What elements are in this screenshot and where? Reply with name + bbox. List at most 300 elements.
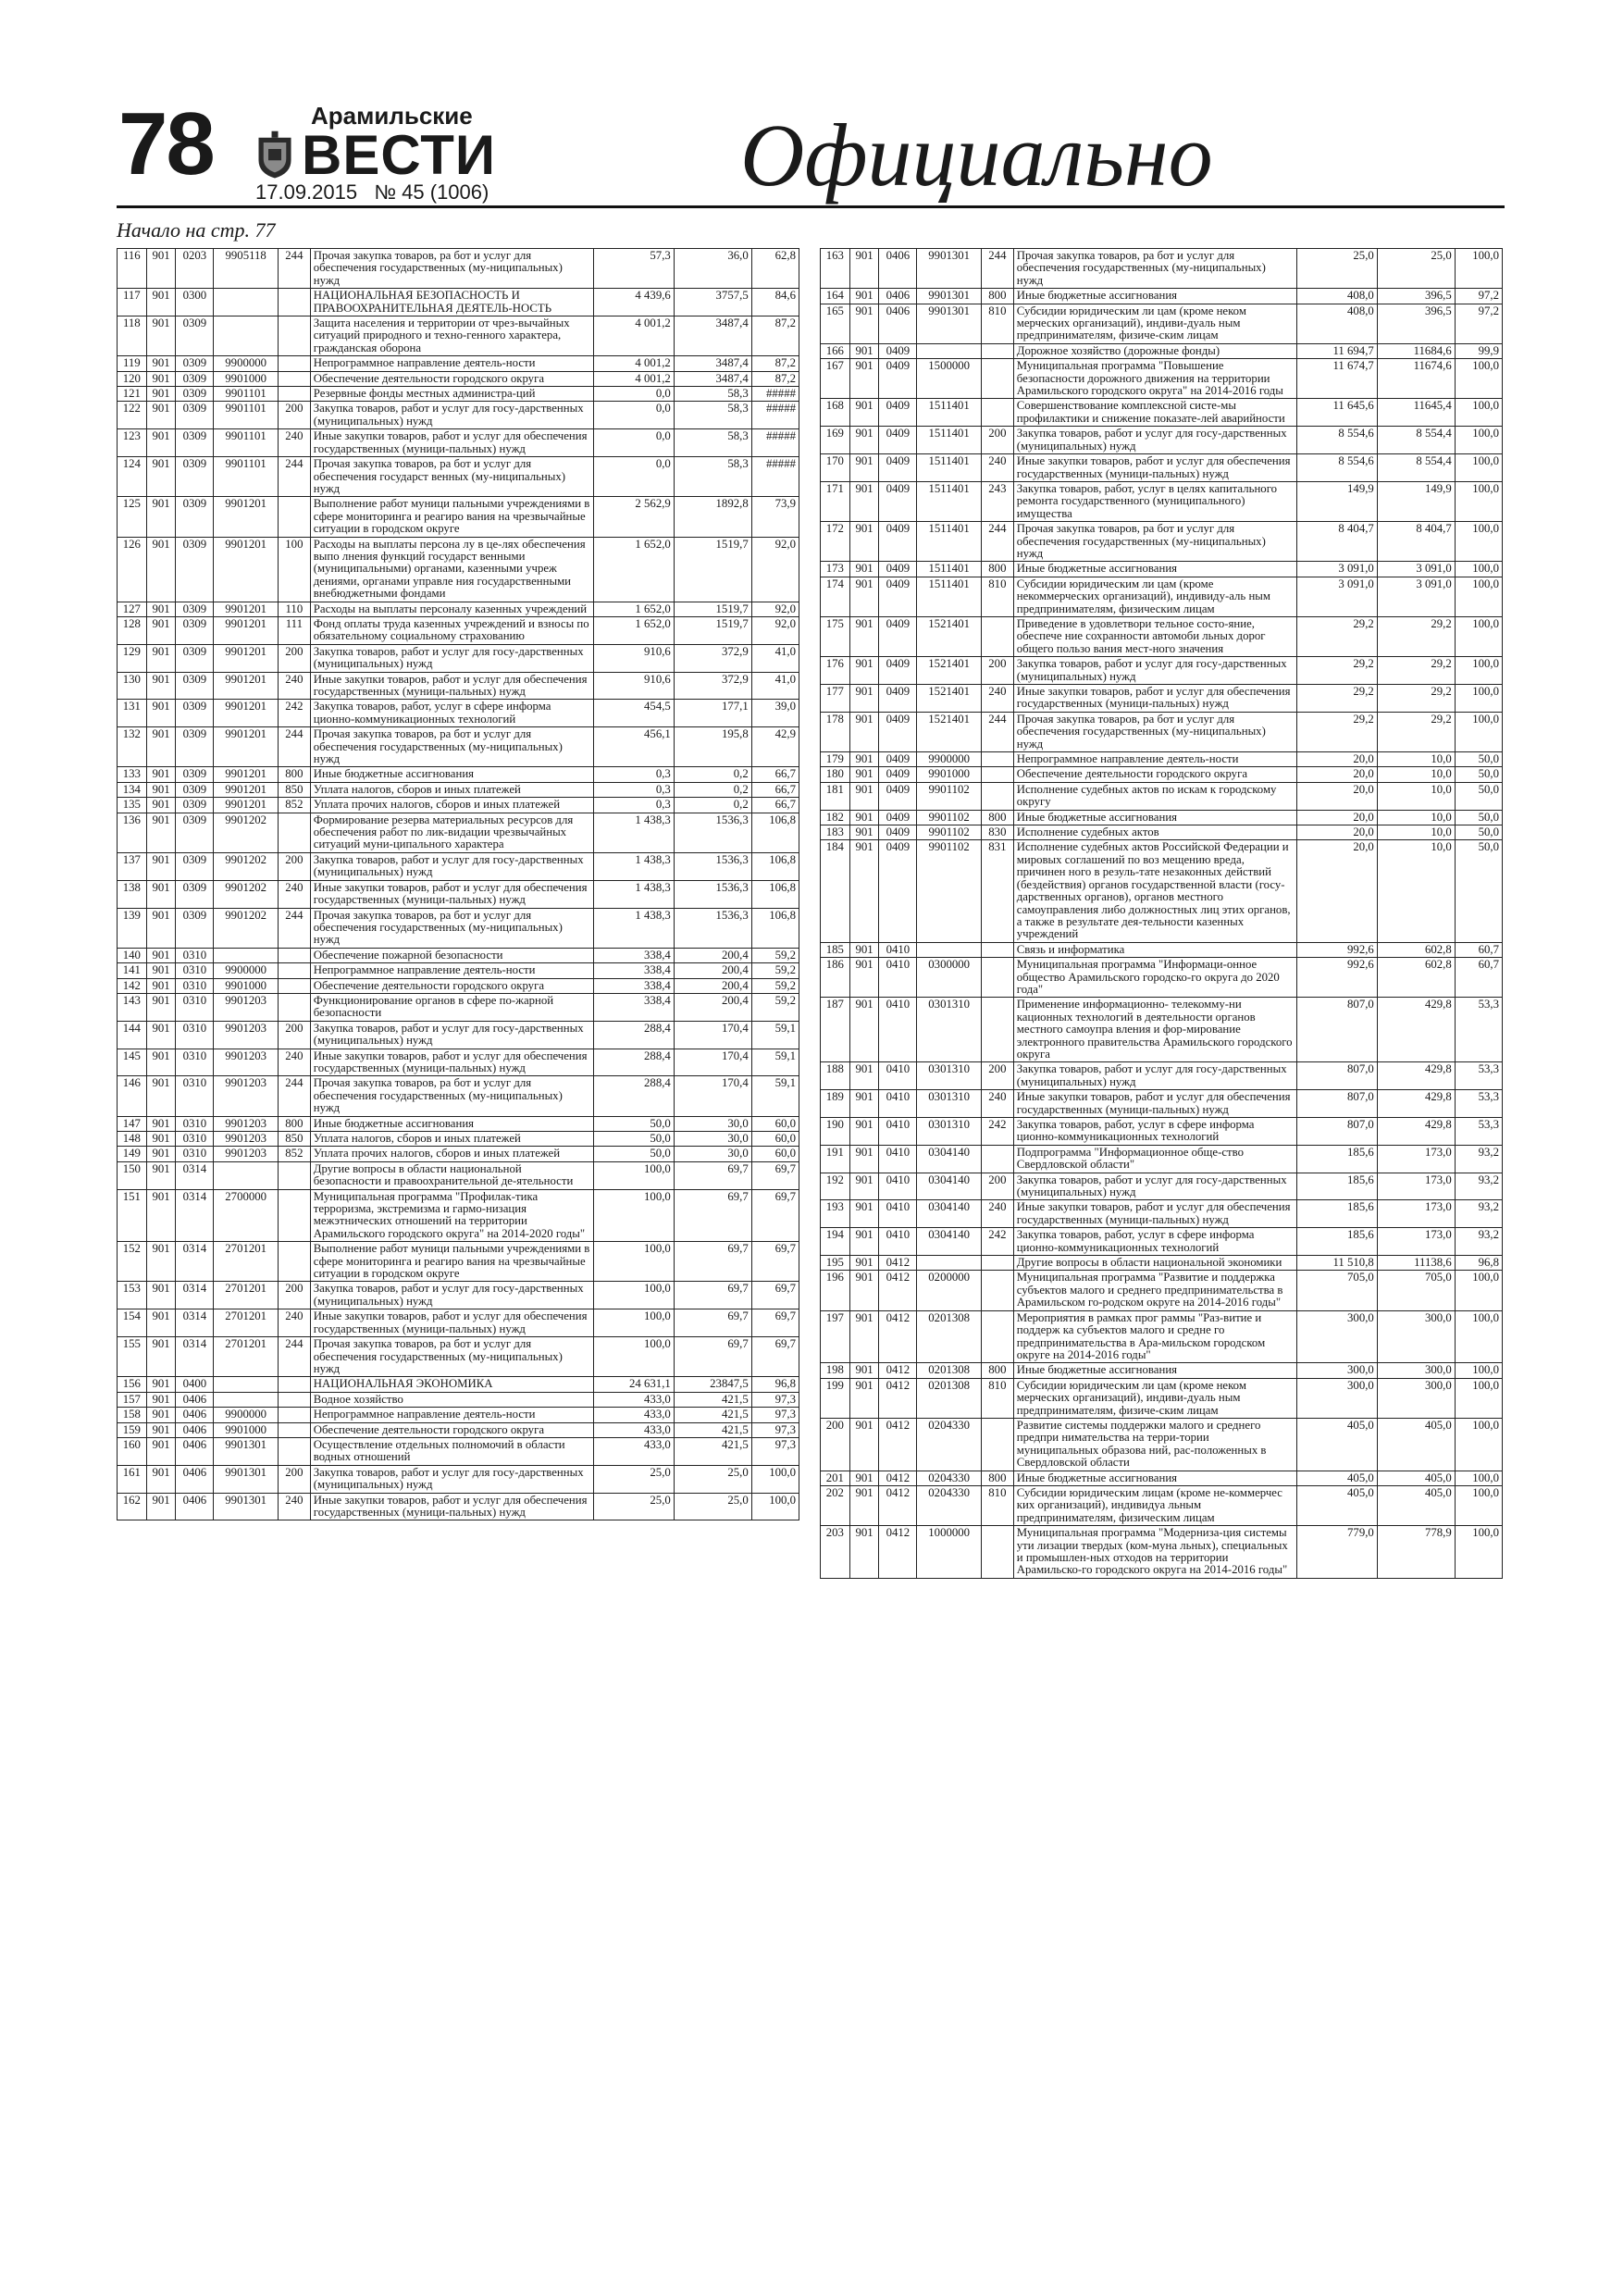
table-row xyxy=(821,1256,1503,1271)
section-code: 0409 xyxy=(879,577,917,616)
execution-percent: 69,7 xyxy=(751,1189,799,1242)
table-row xyxy=(821,752,1503,767)
department-code: 901 xyxy=(146,1242,176,1282)
row-number: 145 xyxy=(118,1049,147,1076)
actual-amount: 11674,6 xyxy=(1377,359,1455,399)
planned-amount: 20,0 xyxy=(1296,840,1377,942)
execution-percent: 93,2 xyxy=(1455,1173,1502,1200)
target-code: 0201308 xyxy=(917,1363,982,1378)
department-code: 901 xyxy=(849,343,879,358)
row-number: 160 xyxy=(118,1437,147,1465)
expense-type-code: 240 xyxy=(278,1309,310,1337)
table-row xyxy=(118,1309,799,1337)
execution-percent: 59,1 xyxy=(751,1021,799,1049)
expense-type-code xyxy=(981,616,1013,656)
row-number: 191 xyxy=(821,1145,850,1173)
execution-percent: 60,0 xyxy=(751,1147,799,1161)
actual-amount: 0,2 xyxy=(674,767,751,782)
target-code: 9901301 xyxy=(214,1465,279,1493)
execution-percent: 87,2 xyxy=(751,356,799,371)
execution-percent: 69,7 xyxy=(751,1282,799,1309)
table-row xyxy=(118,1377,799,1392)
planned-amount: 405,0 xyxy=(1296,1418,1377,1471)
actual-amount: 429,8 xyxy=(1377,998,1455,1062)
table-row xyxy=(821,289,1503,304)
description: Прочая закупка товаров, ра бот и услуг для обеспечения государственных (му-ниципальных) нужд xyxy=(310,908,593,948)
target-code: 9900000 xyxy=(917,752,982,767)
target-code xyxy=(917,343,982,358)
section-code: 0310 xyxy=(176,1116,214,1131)
expense-type-code: 240 xyxy=(278,672,310,700)
target-code: 0301310 xyxy=(917,1090,982,1118)
execution-percent: 60,7 xyxy=(1455,958,1502,998)
actual-amount: 69,7 xyxy=(674,1282,751,1309)
section-code: 0309 xyxy=(176,880,214,908)
description: Уплата налогов, сборов и иных платежей xyxy=(310,1132,593,1147)
expense-type-code xyxy=(981,359,1013,399)
department-code: 901 xyxy=(146,289,176,316)
actual-amount: 372,9 xyxy=(674,672,751,700)
actual-amount: 69,7 xyxy=(674,1189,751,1242)
execution-percent: 66,7 xyxy=(751,767,799,782)
row-number: 195 xyxy=(821,1256,850,1271)
table-row xyxy=(821,825,1503,840)
department-code: 901 xyxy=(849,1145,879,1173)
execution-percent: 59,2 xyxy=(751,993,799,1021)
target-code: 9901203 xyxy=(214,1116,279,1131)
actual-amount: 170,4 xyxy=(674,1021,751,1049)
expense-type-code: 850 xyxy=(278,1132,310,1147)
department-code: 901 xyxy=(849,942,879,957)
execution-percent: 50,0 xyxy=(1455,782,1502,810)
department-code: 901 xyxy=(146,813,176,852)
row-number: 122 xyxy=(118,402,147,429)
planned-amount: 4 001,2 xyxy=(593,356,674,371)
target-code: 0301310 xyxy=(917,998,982,1062)
actual-amount: 29,2 xyxy=(1377,616,1455,656)
table-row xyxy=(118,289,799,316)
table-row xyxy=(821,1363,1503,1378)
department-code: 901 xyxy=(146,497,176,537)
execution-percent: 106,8 xyxy=(751,880,799,908)
planned-amount: 300,0 xyxy=(1296,1378,1377,1418)
execution-percent: ##### xyxy=(751,429,799,457)
planned-amount: 779,0 xyxy=(1296,1526,1377,1579)
table-row xyxy=(821,1271,1503,1310)
department-code: 901 xyxy=(146,1189,176,1242)
section-code: 0314 xyxy=(176,1189,214,1242)
expense-type-code: 242 xyxy=(981,1228,1013,1256)
expense-type-code: 800 xyxy=(981,1471,1013,1485)
execution-percent: 106,8 xyxy=(751,908,799,948)
department-code: 901 xyxy=(849,712,879,751)
row-number: 165 xyxy=(821,304,850,343)
department-code: 901 xyxy=(849,577,879,616)
department-code: 901 xyxy=(146,993,176,1021)
right-column xyxy=(820,248,1503,1579)
row-number: 123 xyxy=(118,429,147,457)
execution-percent: 60,0 xyxy=(751,1132,799,1147)
section-code: 0406 xyxy=(879,249,917,289)
description: Закупка товаров, работ и услуг для госу-дарственных (муниципальных) нужд xyxy=(1013,427,1296,454)
target-code xyxy=(214,289,279,316)
planned-amount: 405,0 xyxy=(1296,1471,1377,1485)
department-code: 901 xyxy=(849,1485,879,1525)
actual-amount: 149,9 xyxy=(1377,481,1455,521)
description: Мероприятия в рамках прог раммы "Раз-витие и поддерж ка субъектов малого и средне го предпринимательства в Ара-мильском городском округе на 2014-2016 годы" xyxy=(1013,1310,1296,1363)
table-row xyxy=(118,1422,799,1437)
expense-type-code: 831 xyxy=(981,840,1013,942)
section-code: 0310 xyxy=(176,1076,214,1116)
table-row xyxy=(821,1310,1503,1363)
target-code: 2701201 xyxy=(214,1337,279,1377)
planned-amount: 288,4 xyxy=(593,1021,674,1049)
planned-amount: 8 554,6 xyxy=(1296,454,1377,482)
row-number: 199 xyxy=(821,1378,850,1418)
department-code: 901 xyxy=(146,1377,176,1392)
section-code: 0310 xyxy=(176,1132,214,1147)
row-number: 133 xyxy=(118,767,147,782)
description: Иные закупки товаров, работ и услуг для обеспечения государственных (муници-пальных) нужд xyxy=(310,880,593,908)
execution-percent: 53,3 xyxy=(1455,1062,1502,1090)
planned-amount: 20,0 xyxy=(1296,752,1377,767)
expense-type-code xyxy=(278,497,310,537)
execution-percent: 87,2 xyxy=(751,316,799,356)
expense-type-code: 200 xyxy=(278,644,310,672)
actual-amount: 200,4 xyxy=(674,963,751,978)
department-code: 901 xyxy=(849,249,879,289)
execution-percent: 50,0 xyxy=(1455,767,1502,782)
row-number: 127 xyxy=(118,602,147,616)
actual-amount: 8 554,4 xyxy=(1377,427,1455,454)
row-number: 117 xyxy=(118,289,147,316)
expense-type-code xyxy=(278,1422,310,1437)
description: Иные закупки товаров, работ и услуг для обеспечения государственных (муници-пальных) нужд xyxy=(1013,1200,1296,1228)
execution-percent: 100,0 xyxy=(1455,399,1502,427)
execution-percent: 100,0 xyxy=(1455,577,1502,616)
description: Субсидии юридическим ли цам (кроме некоммерческих организаций), индивиду-аль ным предпринимателям, физическим лицам xyxy=(1013,577,1296,616)
row-number: 155 xyxy=(118,1337,147,1377)
row-number: 132 xyxy=(118,727,147,767)
section-code: 0309 xyxy=(176,767,214,782)
description: Дорожное хозяйство (дорожные фонды) xyxy=(1013,343,1296,358)
table-row xyxy=(118,1465,799,1493)
section-code: 0410 xyxy=(879,942,917,957)
target-code: 9901000 xyxy=(214,978,279,993)
table-row xyxy=(821,1118,1503,1146)
section-code: 0309 xyxy=(176,813,214,852)
expense-type-code: 200 xyxy=(278,1021,310,1049)
description: Формирование резерва материальных ресурсов для обеспечения работ по лик-видации чрезвычайных ситуаций муни-ципального характера xyxy=(310,813,593,852)
section-code: 0309 xyxy=(176,497,214,537)
row-number: 143 xyxy=(118,993,147,1021)
row-number: 131 xyxy=(118,700,147,727)
planned-amount: 433,0 xyxy=(593,1392,674,1407)
actual-amount: 10,0 xyxy=(1377,782,1455,810)
masthead-tagline: Арамильские xyxy=(311,102,473,130)
row-number: 175 xyxy=(821,616,850,656)
execution-percent: 100,0 xyxy=(1455,427,1502,454)
target-code: 1500000 xyxy=(917,359,982,399)
target-code: 2701201 xyxy=(214,1309,279,1337)
section-code: 0409 xyxy=(879,767,917,782)
target-code: 9900000 xyxy=(214,356,279,371)
actual-amount: 69,7 xyxy=(674,1309,751,1337)
description: Иные закупки товаров, работ и услуг для обеспечения государственных (муници-пальных) нужд xyxy=(310,1493,593,1520)
table-row xyxy=(118,813,799,852)
target-code: 9901203 xyxy=(214,1147,279,1161)
target-code: 0204330 xyxy=(917,1418,982,1471)
department-code: 901 xyxy=(849,1062,879,1090)
department-code: 901 xyxy=(849,1200,879,1228)
planned-amount: 11 674,7 xyxy=(1296,359,1377,399)
description: Исполнение судебных актов xyxy=(1013,825,1296,840)
table-row xyxy=(821,657,1503,685)
description: Развитие системы поддержки малого и среднего предпри нимательства на терри-тории муниципальных образова ний, рас-положенных в Свердловской области xyxy=(1013,1418,1296,1471)
row-number: 194 xyxy=(821,1228,850,1256)
row-number: 163 xyxy=(821,249,850,289)
section-code: 0309 xyxy=(176,457,214,497)
row-number: 192 xyxy=(821,1173,850,1200)
department-code: 901 xyxy=(849,685,879,713)
row-number: 125 xyxy=(118,497,147,537)
execution-percent: 50,0 xyxy=(1455,810,1502,825)
table-row xyxy=(118,1049,799,1076)
row-number: 153 xyxy=(118,1282,147,1309)
actual-amount: 10,0 xyxy=(1377,752,1455,767)
page-number: 78 xyxy=(118,94,214,193)
section-code: 0409 xyxy=(879,562,917,577)
section-code: 0409 xyxy=(879,712,917,751)
execution-percent: 100,0 xyxy=(1455,1418,1502,1471)
actual-amount: 200,4 xyxy=(674,978,751,993)
department-code: 901 xyxy=(849,562,879,577)
planned-amount: 300,0 xyxy=(1296,1310,1377,1363)
expense-type-code xyxy=(278,813,310,852)
table-row xyxy=(118,356,799,371)
description: Иные бюджетные ассигнования xyxy=(1013,1363,1296,1378)
actual-amount: 1892,8 xyxy=(674,497,751,537)
expense-type-code: 800 xyxy=(981,810,1013,825)
execution-percent: 99,9 xyxy=(1455,343,1502,358)
execution-percent: 100,0 xyxy=(1455,1271,1502,1310)
expense-type-code: 200 xyxy=(981,1173,1013,1200)
department-code: 901 xyxy=(849,1090,879,1118)
actual-amount: 177,1 xyxy=(674,700,751,727)
expense-type-code xyxy=(278,948,310,962)
table-row xyxy=(118,1189,799,1242)
table-row xyxy=(821,427,1503,454)
planned-amount: 300,0 xyxy=(1296,1363,1377,1378)
table-row xyxy=(118,948,799,962)
row-number: 116 xyxy=(118,249,147,289)
table-row xyxy=(118,1147,799,1161)
planned-amount: 910,6 xyxy=(593,672,674,700)
target-code: 9901201 xyxy=(214,537,279,602)
department-code: 901 xyxy=(849,289,879,304)
department-code: 901 xyxy=(849,522,879,562)
execution-percent: 97,3 xyxy=(751,1392,799,1407)
issue-date: 17.09.2015 xyxy=(255,180,358,204)
planned-amount: 338,4 xyxy=(593,963,674,978)
execution-percent: 100,0 xyxy=(1455,1471,1502,1485)
table-row xyxy=(118,852,799,880)
planned-amount: 20,0 xyxy=(1296,810,1377,825)
planned-amount: 0,3 xyxy=(593,767,674,782)
target-code: 0304140 xyxy=(917,1228,982,1256)
department-code: 901 xyxy=(849,958,879,998)
table-row xyxy=(821,1173,1503,1200)
description: Другие вопросы в области национальной экономики xyxy=(1013,1256,1296,1271)
department-code: 901 xyxy=(146,978,176,993)
row-number: 161 xyxy=(118,1465,147,1493)
department-code: 901 xyxy=(849,427,879,454)
table-row xyxy=(821,1062,1503,1090)
planned-amount: 0,0 xyxy=(593,457,674,497)
execution-percent: 59,2 xyxy=(751,963,799,978)
description: Иные бюджетные ассигнования xyxy=(1013,562,1296,577)
description: Непрограммное направление деятель-ности xyxy=(310,356,593,371)
description: Обеспечение деятельности городского округа xyxy=(310,371,593,386)
planned-amount: 807,0 xyxy=(1296,998,1377,1062)
target-code: 1511401 xyxy=(917,522,982,562)
section-code: 0410 xyxy=(879,1200,917,1228)
table-row xyxy=(821,1200,1503,1228)
left-column xyxy=(117,248,799,1520)
target-code: 9901000 xyxy=(917,767,982,782)
department-code: 901 xyxy=(146,1132,176,1147)
department-code: 901 xyxy=(146,880,176,908)
actual-amount: 10,0 xyxy=(1377,810,1455,825)
table-row xyxy=(118,1337,799,1377)
section-code: 0314 xyxy=(176,1242,214,1282)
actual-amount: 3487,4 xyxy=(674,316,751,356)
row-number: 179 xyxy=(821,752,850,767)
department-code: 901 xyxy=(849,304,879,343)
table-row xyxy=(821,840,1503,942)
planned-amount: 433,0 xyxy=(593,1437,674,1465)
table-row xyxy=(118,1437,799,1465)
department-code: 901 xyxy=(146,429,176,457)
section-code: 0409 xyxy=(879,752,917,767)
row-number: 189 xyxy=(821,1090,850,1118)
planned-amount: 338,4 xyxy=(593,993,674,1021)
table-row xyxy=(118,963,799,978)
row-number: 144 xyxy=(118,1021,147,1049)
row-number: 196 xyxy=(821,1271,850,1310)
execution-percent: 100,0 xyxy=(1455,1363,1502,1378)
table-row xyxy=(821,782,1503,810)
target-code: 9901102 xyxy=(917,825,982,840)
header-divider xyxy=(117,205,1505,208)
expense-type-code: 240 xyxy=(278,1493,310,1520)
actual-amount: 10,0 xyxy=(1377,767,1455,782)
expense-type-code xyxy=(278,371,310,386)
description: Обеспечение пожарной безопасности xyxy=(310,948,593,962)
planned-amount: 8 554,6 xyxy=(1296,427,1377,454)
department-code: 901 xyxy=(849,998,879,1062)
department-code: 901 xyxy=(146,1392,176,1407)
section-code: 0410 xyxy=(879,998,917,1062)
section-code: 0412 xyxy=(879,1310,917,1363)
execution-percent: 93,2 xyxy=(1455,1145,1502,1173)
table-row xyxy=(118,429,799,457)
expense-type-code: 240 xyxy=(981,454,1013,482)
planned-amount: 454,5 xyxy=(593,700,674,727)
row-number: 138 xyxy=(118,880,147,908)
table-row xyxy=(118,1076,799,1116)
target-code: 9901202 xyxy=(214,852,279,880)
department-code: 901 xyxy=(146,1161,176,1189)
actual-amount: 8 554,4 xyxy=(1377,454,1455,482)
expense-type-code: 243 xyxy=(981,481,1013,521)
table-row xyxy=(118,497,799,537)
description: Непрограммное направление деятель-ности xyxy=(1013,752,1296,767)
description: Иные закупки товаров, работ и услуг для обеспечения государственных (муници-пальных) нужд xyxy=(1013,454,1296,482)
department-code: 901 xyxy=(146,602,176,616)
description: Закупка товаров, работ, услуг в сфере информа ционно-коммуникационных технологий xyxy=(1013,1118,1296,1146)
expense-type-code xyxy=(981,343,1013,358)
department-code: 901 xyxy=(146,402,176,429)
planned-amount: 100,0 xyxy=(593,1242,674,1282)
actual-amount: 1519,7 xyxy=(674,602,751,616)
actual-amount: 30,0 xyxy=(674,1132,751,1147)
execution-percent: 92,0 xyxy=(751,537,799,602)
planned-amount: 25,0 xyxy=(593,1493,674,1520)
table-row xyxy=(118,644,799,672)
table-row xyxy=(821,1471,1503,1485)
planned-amount: 405,0 xyxy=(1296,1485,1377,1525)
execution-percent: 84,6 xyxy=(751,289,799,316)
actual-amount: 58,3 xyxy=(674,402,751,429)
expense-type-code: 244 xyxy=(278,908,310,948)
section-code: 0409 xyxy=(879,782,917,810)
table-row xyxy=(118,249,799,289)
description: Иные бюджетные ассигнования xyxy=(1013,1471,1296,1485)
department-code: 901 xyxy=(146,457,176,497)
table-row xyxy=(118,798,799,813)
planned-amount: 0,0 xyxy=(593,429,674,457)
planned-amount: 11 510,8 xyxy=(1296,1256,1377,1271)
execution-percent: 62,8 xyxy=(751,249,799,289)
department-code: 901 xyxy=(849,825,879,840)
actual-amount: 3 091,0 xyxy=(1377,562,1455,577)
execution-percent: 59,2 xyxy=(751,948,799,962)
actual-amount: 25,0 xyxy=(674,1465,751,1493)
target-code: 0304140 xyxy=(917,1173,982,1200)
table-row xyxy=(118,1242,799,1282)
description: Закупка товаров, работ и услуг для госу-дарственных (муниципальных) нужд xyxy=(310,1465,593,1493)
table-row xyxy=(821,1485,1503,1525)
planned-amount: 100,0 xyxy=(593,1337,674,1377)
execution-percent: 100,0 xyxy=(1455,1378,1502,1418)
execution-percent: 96,8 xyxy=(1455,1256,1502,1271)
section-code: 0309 xyxy=(176,852,214,880)
section-code: 0309 xyxy=(176,782,214,797)
expense-type-code xyxy=(278,1392,310,1407)
planned-amount: 408,0 xyxy=(1296,289,1377,304)
row-number: 183 xyxy=(821,825,850,840)
actual-amount: 1536,3 xyxy=(674,852,751,880)
planned-amount: 25,0 xyxy=(1296,249,1377,289)
expense-type-code: 244 xyxy=(981,712,1013,751)
planned-amount: 185,6 xyxy=(1296,1228,1377,1256)
target-code: 9901000 xyxy=(214,1422,279,1437)
planned-amount: 50,0 xyxy=(593,1116,674,1131)
table-row xyxy=(821,562,1503,577)
table-row xyxy=(821,454,1503,482)
row-number: 172 xyxy=(821,522,850,562)
